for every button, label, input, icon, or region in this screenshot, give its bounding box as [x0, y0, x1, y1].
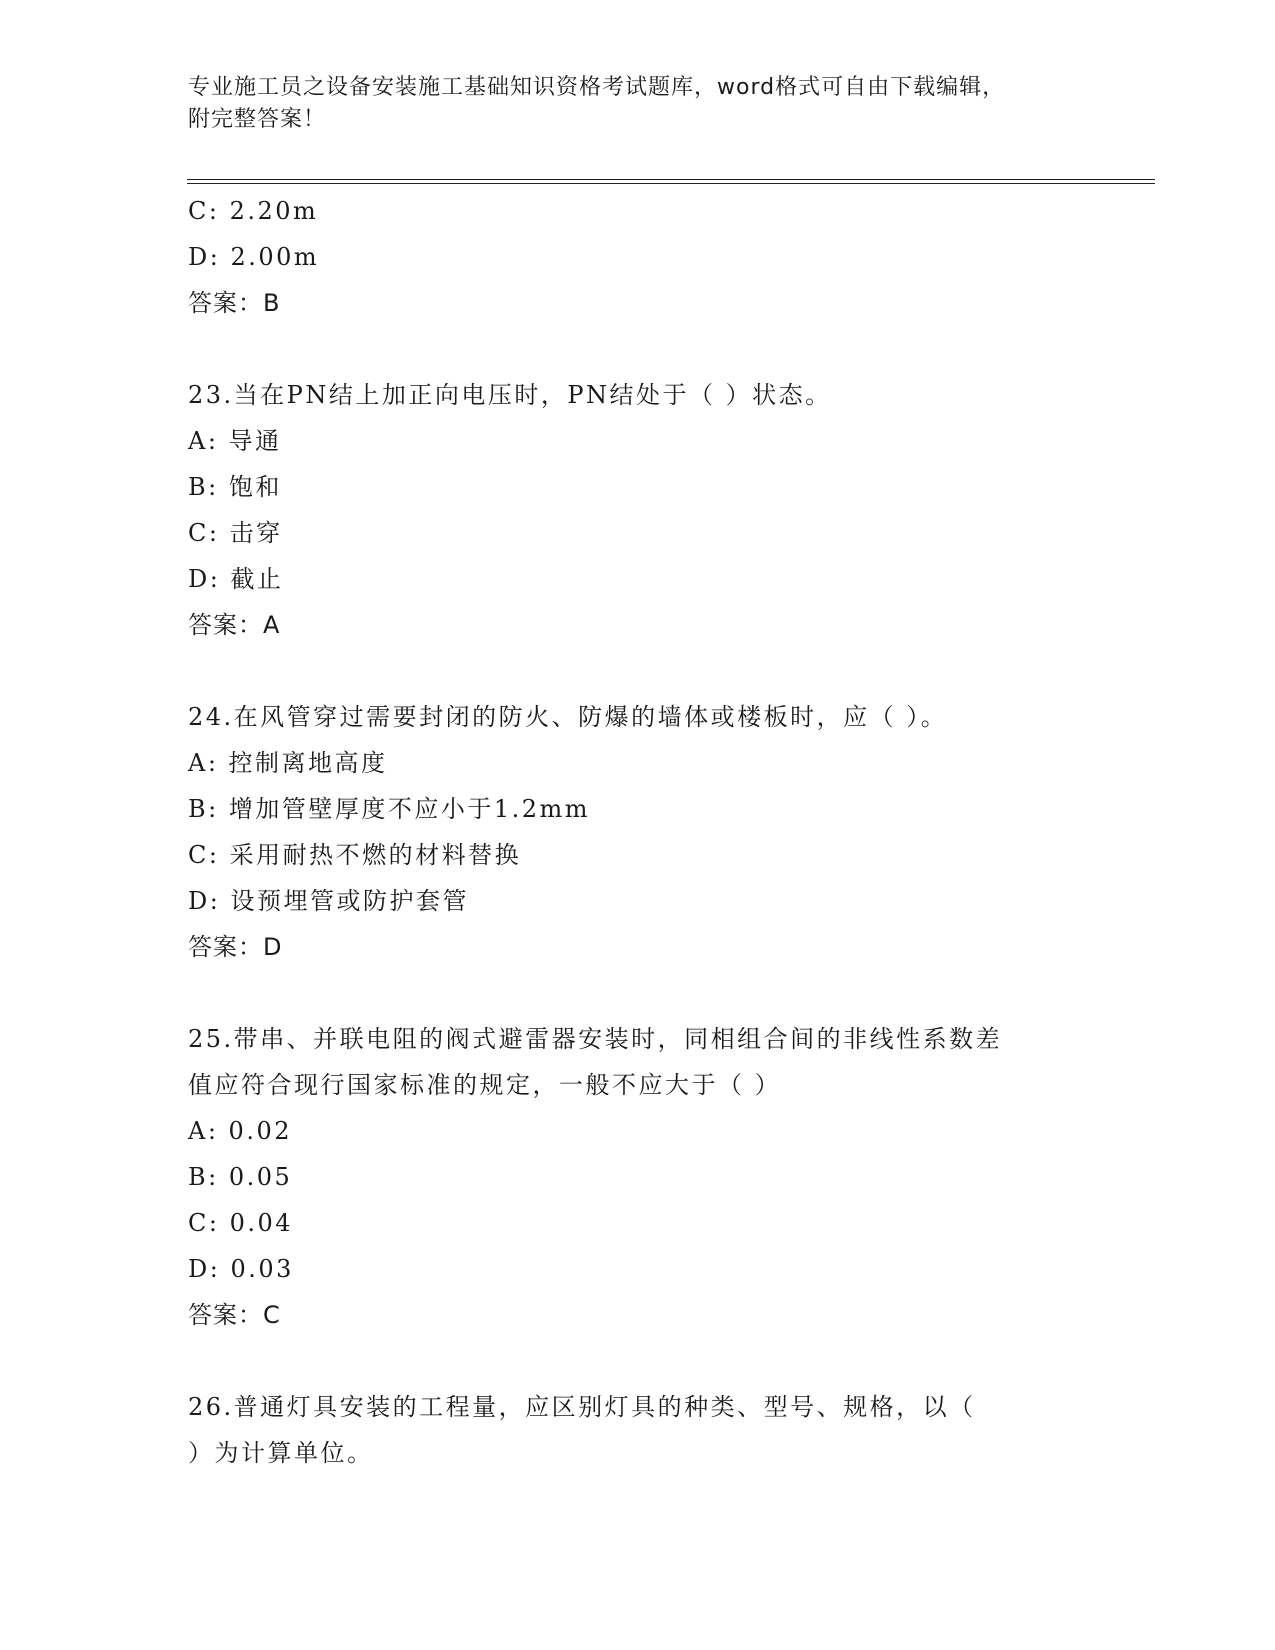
- spacer: [188, 326, 1118, 372]
- option-c: C: 2.20m: [188, 197, 319, 225]
- question-list: [188, 188, 1118, 1476]
- spacer: [188, 1338, 1118, 1384]
- question-stem-line-1: 26.普通灯具安装的工程量，应区别灯具的种类、型号、规格，以（: [188, 1393, 976, 1421]
- question-stem-line-2: ）为计算单位。: [188, 1439, 374, 1467]
- document-header: [188, 72, 1088, 136]
- question-stem: 24.在风管穿过需要封闭的防火、防爆的墙体或楼板时，应（ ）。: [188, 703, 948, 731]
- header-line-1: 专业施工员之设备安装施工基础知识资格考试题库，word格式可自由下载编辑，: [188, 75, 1006, 100]
- option-a: A: 导通: [188, 427, 282, 455]
- option-d: D: 截止: [188, 565, 284, 593]
- option-d: D: 2.00m: [188, 243, 320, 271]
- option-b: B: 饱和: [188, 473, 282, 501]
- option-d: D: 0.03: [188, 1255, 294, 1283]
- question-stem-line-1: 25.带串、并联电阻的阀式避雷器安装时，同相组合间的非线性系数差: [188, 1025, 1003, 1053]
- question-23: [188, 372, 1118, 648]
- spacer: [188, 648, 1118, 694]
- question-24: [188, 694, 1118, 970]
- option-d: D: 设预埋管或防护套管: [188, 887, 469, 915]
- question-25: [188, 1016, 1118, 1338]
- option-c: C: 0.04: [188, 1209, 294, 1237]
- option-b: B: 增加管壁厚度不应小于1.2mm: [188, 795, 591, 823]
- option-b: B: 0.05: [188, 1163, 293, 1191]
- answer-line: 答案：C: [188, 1301, 281, 1329]
- question-stem-line-2: 值应符合现行国家标准的规定，一般不应大于（ ）: [188, 1071, 782, 1099]
- question-26: [188, 1384, 1118, 1476]
- answer-line: 答案：B: [188, 289, 281, 317]
- option-c: C: 采用耐热不燃的材料替换: [188, 841, 522, 869]
- prev-question: [188, 188, 1118, 326]
- spacer: [188, 970, 1118, 1016]
- question-stem: 23.当在PN结上加正向电压时，PN结处于（ ）状态。: [188, 381, 832, 409]
- option-a: A: 0.02: [188, 1117, 292, 1145]
- answer-line: 答案：D: [188, 933, 283, 961]
- answer-line: 答案：A: [188, 611, 281, 639]
- header-divider: [187, 179, 1155, 184]
- option-a: A: 控制离地高度: [188, 749, 388, 777]
- option-c: C: 击穿: [188, 519, 283, 547]
- header-line-2: 附完整答案！: [188, 107, 327, 132]
